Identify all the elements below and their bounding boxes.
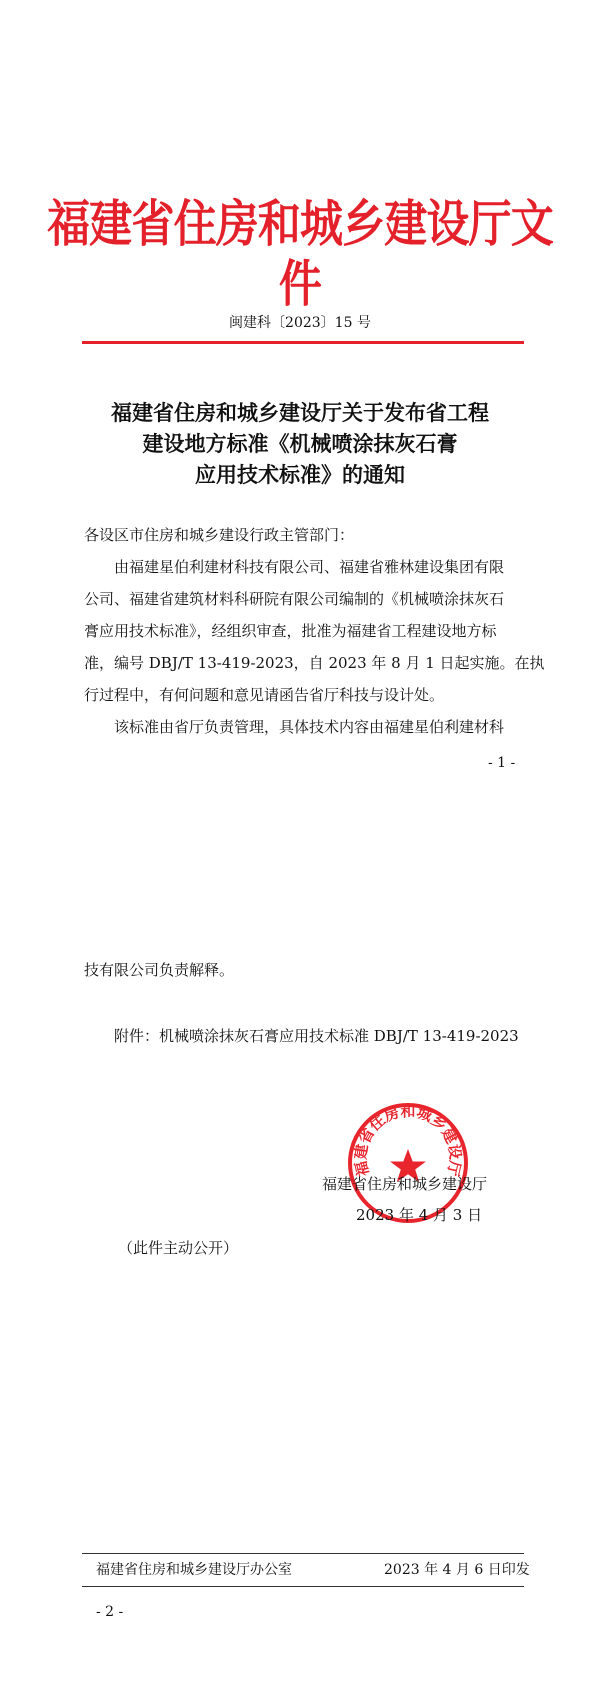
paragraph-line: 公司、福建省建筑材料科研院有限公司编制的《机械喷涂抹灰石 bbox=[84, 590, 505, 608]
issue-date: 2023 年 4 月 3 日 bbox=[356, 1206, 483, 1224]
page-number-1: - 1 - bbox=[488, 755, 516, 771]
attachment-note: 附件：机械喷涂抹灰石膏应用技术标准 DBJ/T 13-419-2023 bbox=[114, 1027, 519, 1045]
footer-rule-bottom bbox=[82, 1586, 524, 1587]
body-paragraph-2-start: 该标准由省厅负责管理，具体技术内容由福建星伯利建材科 bbox=[114, 718, 505, 736]
footer-rule-top bbox=[82, 1553, 524, 1554]
title-line: 福建省住房和城乡建设厅关于发布省工程 bbox=[111, 400, 489, 425]
paragraph-line: 由福建星伯利建材科技有限公司、福建省雅林建设集团有限 bbox=[114, 558, 505, 576]
seal-text: 福建省住房和城乡建设厅 bbox=[351, 1102, 465, 1178]
masthead-title: 福建省住房和城乡建设厅文件 bbox=[47, 194, 553, 313]
paragraph-line: 行过程中，有何问题和意见请函告省厅科技与设计处。 bbox=[84, 686, 445, 704]
title-line: 建设地方标准《机械喷涂抹灰石膏 bbox=[142, 431, 458, 456]
footer-office: 福建省住房和城乡建设厅办公室 bbox=[96, 1562, 292, 1578]
page-number-2: - 2 - bbox=[96, 1604, 124, 1620]
notice-title bbox=[60, 397, 540, 490]
document-number: 闽建科〔2023〕15 号 bbox=[229, 315, 371, 331]
paragraph-line: 准，编号 DBJ/T 13-419-2023，自 2023 年 8 月 1 日起实施。在执 bbox=[84, 654, 545, 672]
salutation: 各设区市住房和城乡建设行政主管部门： bbox=[84, 526, 355, 544]
red-divider bbox=[82, 341, 524, 344]
title-line: 应用技术标准》的通知 bbox=[195, 462, 405, 487]
issuer-name: 福建省住房和城乡建设厅 bbox=[322, 1175, 488, 1193]
public-disclosure-note: （此件主动公开） bbox=[118, 1239, 239, 1257]
footer-print-date: 2023 年 4 月 6 日印发 bbox=[384, 1562, 530, 1578]
paragraph-line: 膏应用技术标准》，经组织审查，批准为福建省工程建设地方标 bbox=[84, 622, 497, 640]
body-paragraph-1 bbox=[84, 551, 545, 711]
body-paragraph-2-end: 技有限公司负责解释。 bbox=[84, 961, 235, 979]
